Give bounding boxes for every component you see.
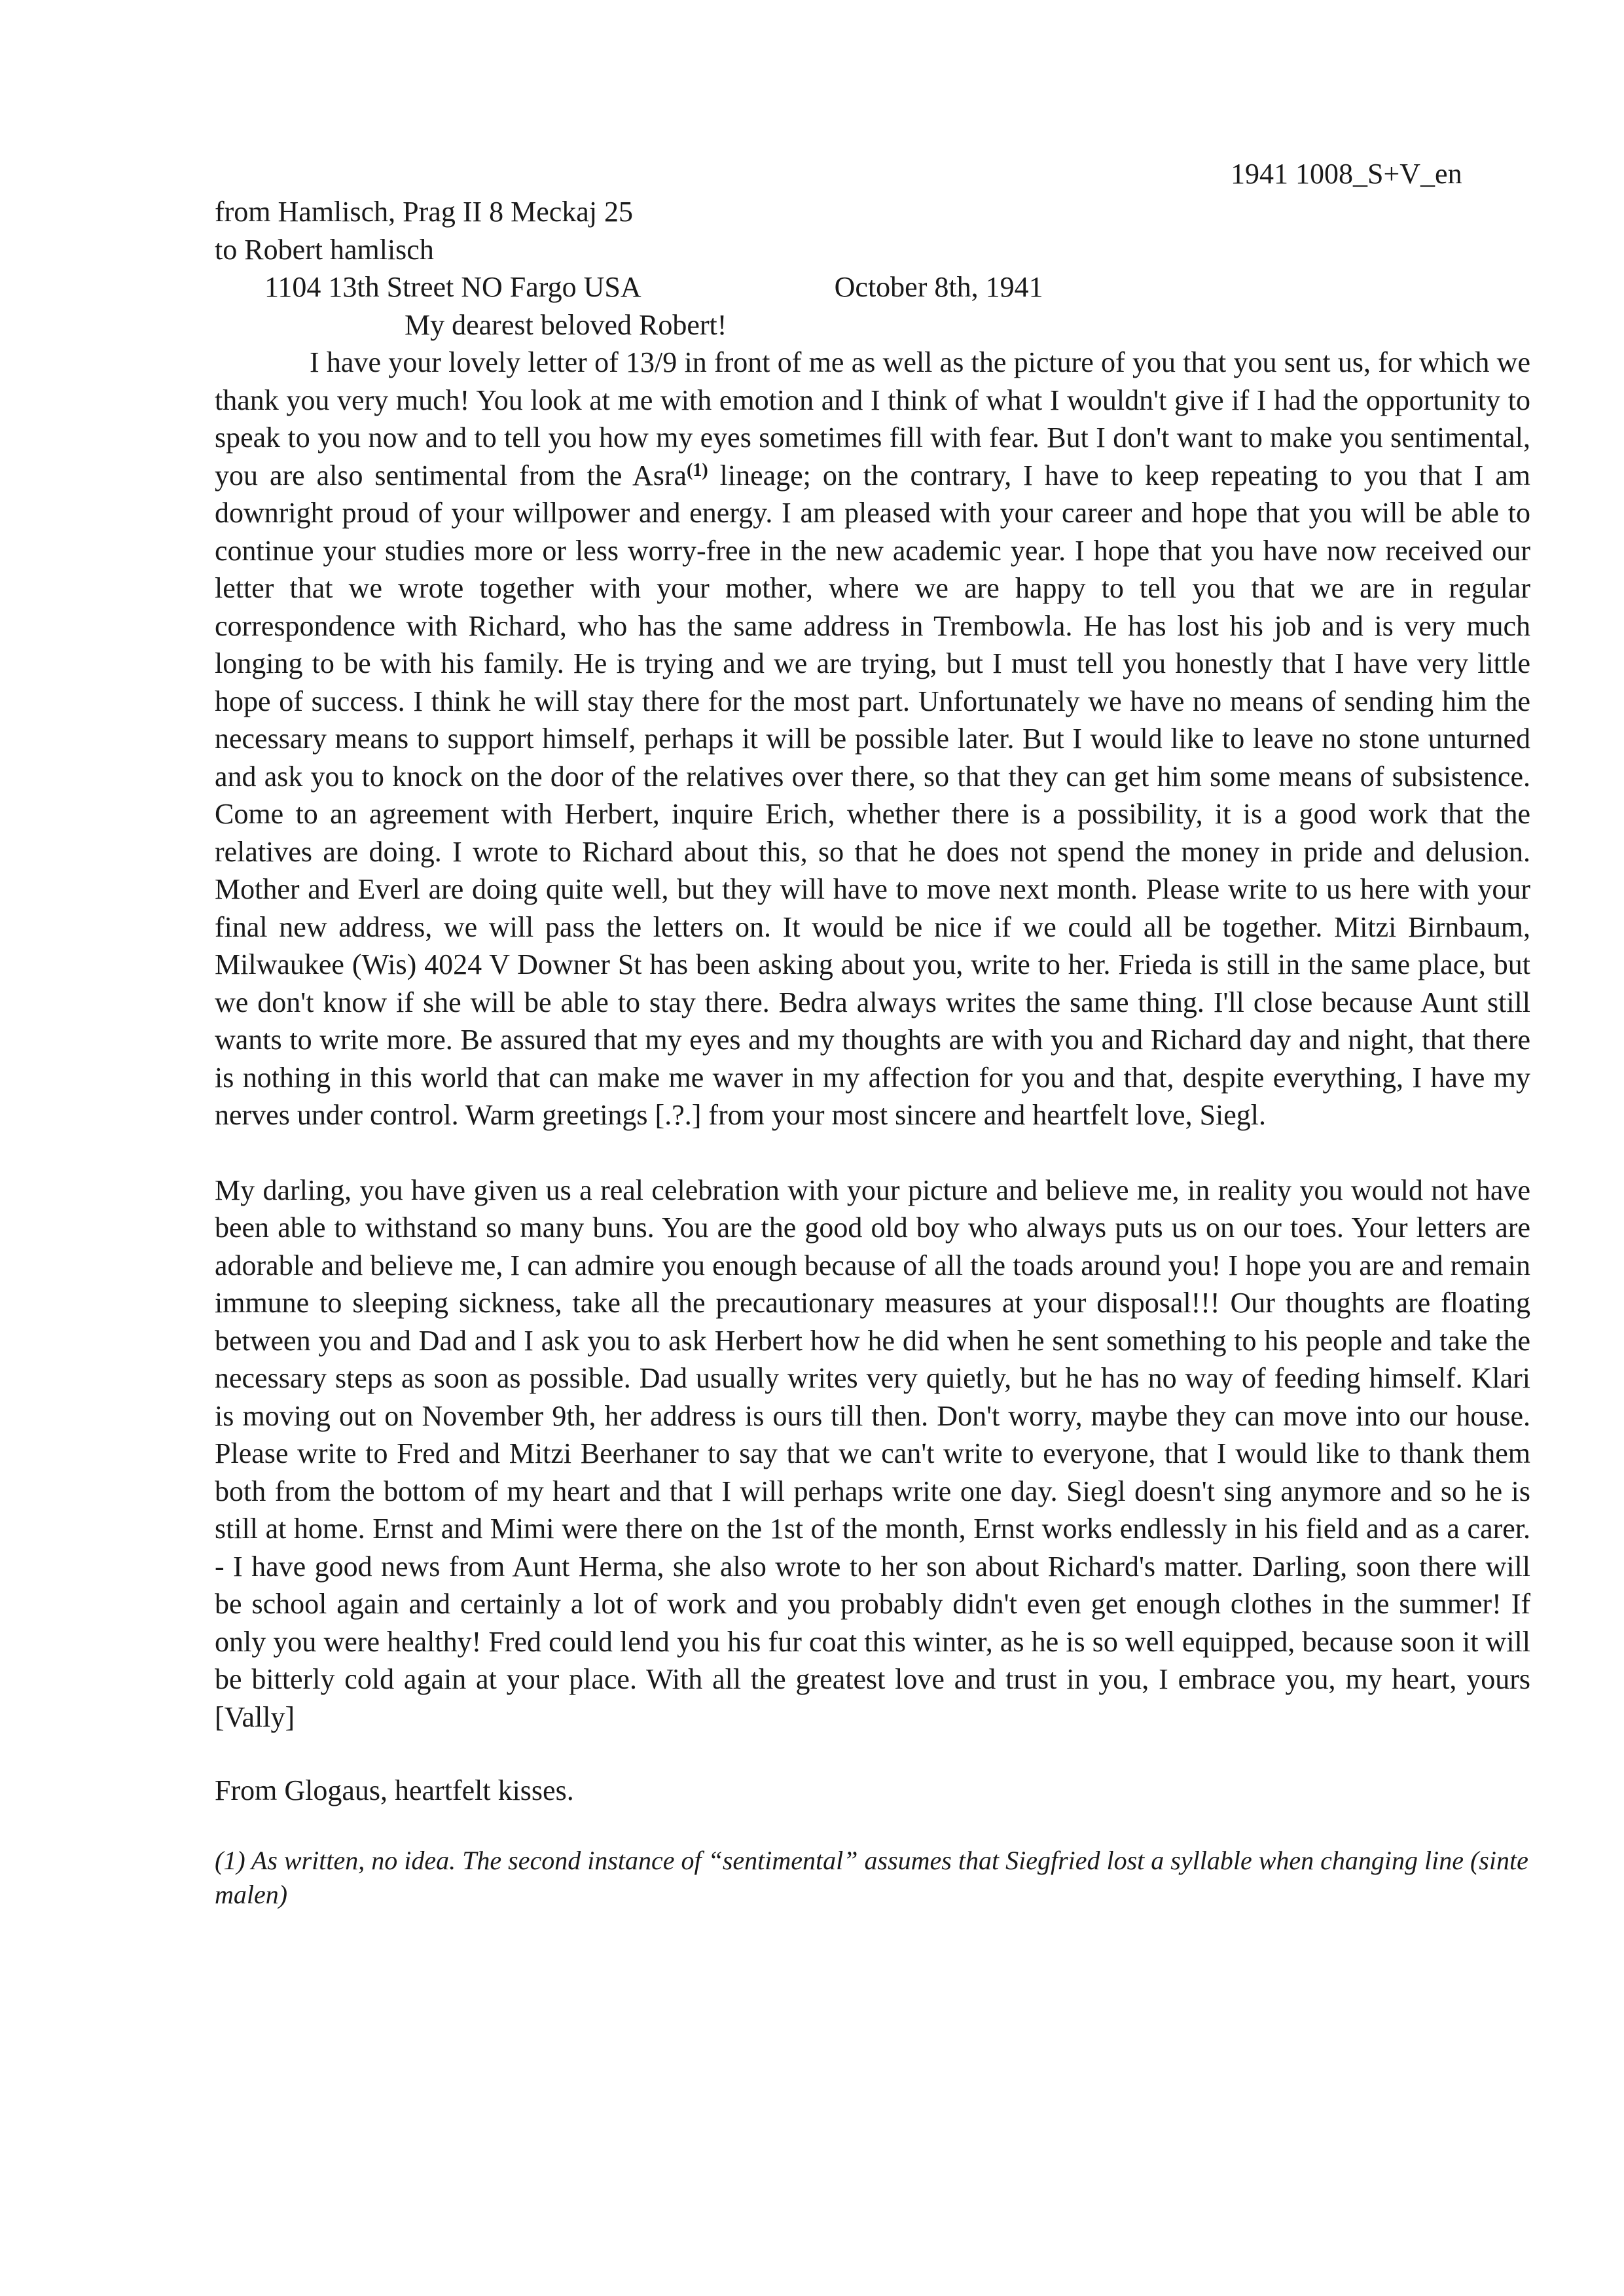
footnote: (1) As written, no idea. The second instance of “sentimental” assumes that Siegfried lost a syllable when changing line (sinte malen) — [215, 1845, 1528, 1909]
address-date-line — [215, 268, 1530, 306]
footnote-marker: (1) — [687, 459, 708, 480]
letter-paragraph-siegl — [215, 344, 1530, 1134]
recipient-line: to Robert hamlisch — [215, 233, 434, 266]
recipient-address: 1104 13th Street NO Fargo USA — [264, 271, 641, 303]
salutation: My dearest beloved Robert! — [405, 308, 727, 341]
closing-line: From Glogaus, heartfelt kisses. — [215, 1774, 574, 1806]
sender-line: from Hamlisch, Prag II 8 Meckaj 25 — [215, 196, 634, 228]
document-reference: 1941 1008_S+V_en — [1231, 158, 1462, 190]
letter-body — [215, 193, 1530, 1912]
letter-paragraph-vally: My darling, you have given us a real celebration with your picture and believe me, in reality you would not have been able to withstand so many buns. You are the good old boy who always puts us on our toes. Your letters are adorable and believe me, I can admire you enough because of all the toads around you! I hope you are and remain immune to sleeping sickness, take all the precautionary measures at your disposal!!! Our thoughts are floating between you and Dad and I ask you to ask Herbert how he did when he sent something to his people and take the necessary steps as soon as possible. Dad usually writes very quietly, but he has no way of feeding himself. Klari is moving out on November 9th, her address is ours till then. Don't worry, maybe they can move into our house. Please write to Fred and Mitzi Beerhaner to say that we can't write to everyone, that I would like to thank them both from the bottom of my heart and that I will perhaps write one day. Siegl doesn't sing anymore and so he is still at home. Ernst and Mimi were there on the 1st of the month, Ernst works endlessly in his field and as a carer. - I have good news from Aunt Herma, she also wrote to her son about Richard's matter. Darling, soon there will be school again and certainly a lot of work and you probably didn't even get enough clothes in the summer! If only you were healthy! Fred could lend you his fur coat this winter, as he is so well equipped, because soon it will be bitterly cold again at your place. With all the greatest love and trust in you, I embrace you, my heart, yours [Vally] — [215, 1174, 1530, 1733]
letter-text-part-1: I have your lovely letter of 13/9 in front of me as well as the picture of you that you sent us, for which we thank you very much! You look at me with emotion and I think of what I wouldn't give if I had the opportunity to speak to you now and to tell you how my eyes sometimes fill with fear. But I don't want to make you sentimental, you are also sentimental from the Asra — [215, 346, 1530, 492]
letter-text-part-2: lineage; on the contrary, I have to keep repeating to you that I am downright proud of your willpower and energy. I am pleased with your career and hope that you will be able to continue your studies more or less worry-free in the new academic year. I hope that you have now received our letter that we wrote together with your mother, where we are happy to tell you that we are in regular correspondence with Richard, who has the same address in Trembowla. He has lost his job and is very much longing to be with his family. He is trying and we are trying, but I must tell you honestly that I have very little hope of success. I think he will stay there for the most part. Unfortunately we have no means of sending him the necessary means to support himself, perhaps it will be possible later. But I would like to leave no stone unturned and ask you to knock on the door of the relatives over there, so that they can get him some means of subsistence. Come to an agreement with Herbert, inquire Erich, whether there is a possibility, it is a good work that the relatives are doing. I wrote to Richard about this, so that he does not spend the money in pride and delusion. Mother and Everl are doing quite well, but they will have to move next month. Please write to us here with your final new address, we will pass the letters on. It would be nice if we could all be together. Mitzi Birnbaum, Milwaukee (Wis) 4024 V Downer St has been asking about you, write to her. Frieda is still in the same place, but we don't know if she will be able to stay there. Bedra always writes the same thing. I'll close because Aunt still wants to write more. Be assured that my eyes and my thoughts are with you and Richard day and night, that there is nothing in this world that can make me waver in my affection for you and that, despite everything, I have my nerves under control. Warm greetings [.?.] from your most sincere and heartfelt love, Siegl. — [215, 459, 1530, 1131]
letter-date: October 8th, 1941 — [834, 271, 1043, 303]
